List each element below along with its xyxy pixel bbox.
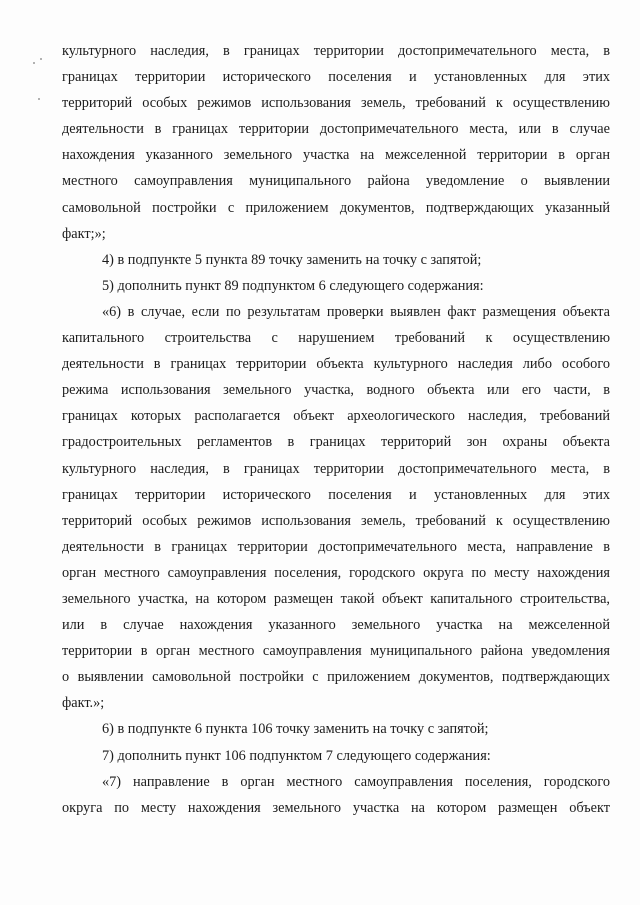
text-line: культурного наследия, в границах территории достопримечательного места, в [62,43,610,59]
text-line: факт.»; [62,695,105,712]
text-line: местного самоуправления муниципального района уведомление о выявлении [62,173,610,190]
text-line: деятельности в границах территории достопримечательного места, или в случае [62,121,610,138]
text-line: режима использования земельного участка, водного объекта или его части, в [62,382,610,399]
text-line: 6) в подпункте 6 пункта 106 точку заменить на точку с запятой; [102,721,489,738]
text-line: орган местного самоуправления поселения, городского округа по месту нахождения [62,564,610,581]
text-line: нахождения указанного земельного участка на межселенной территории в орган [62,147,610,164]
text-line: или в случае нахождения указанного земельного участка на межселенной [62,617,610,634]
text-line: территории в орган местного самоуправления муниципального района уведомления [62,643,610,660]
text-line: границах которых располагается объект археологического наследия, требований [62,408,610,425]
text-line: территорий особых режимов использования земель, требований к осуществлению [62,95,610,112]
scan-speck [38,98,40,100]
text-line: 4) в подпункте 5 пункта 89 точку заменить на точку с запятой; [102,251,482,268]
text-line: 5) дополнить пункт 89 подпунктом 6 следующего содержания: [102,277,484,294]
text-line: «7) направление в орган местного самоуправления поселения, городского [102,773,610,790]
text-line: градостроительных регламентов в границах территорий зон охраны объекта [62,434,610,451]
text-line: факт;»; [62,225,106,242]
text-line: самовольной постройки с приложением документов, подтверждающих указанный [62,199,610,216]
text-line: деятельности в границах территории объекта культурного наследия либо особого [62,356,610,373]
scan-speck [33,62,35,64]
text-line: о выявлении самовольной постройки с приложением документов, подтверждающих [62,669,610,686]
text-line: земельного участка, на котором размещен такой объект капитального строительства, [62,590,610,607]
text-line: деятельности в границах территории достопримечательного места, направление в [62,538,610,555]
text-line: округа по месту нахождения земельного участка на котором размещен объект [62,799,610,816]
text-line: «6) в случае, если по результатам проверки выявлен факт размещения объекта [102,303,610,320]
document-body [62,38,610,821]
text-line: 7) дополнить пункт 106 подпунктом 7 следующего содержания: [102,747,491,764]
text-line: границах территории исторического поселения и установленных для этих [62,486,610,503]
text-line: культурного наследия, в границах территории достопримечательного места, в [62,460,610,477]
text-line: территорий особых режимов использования земель, требований к осуществлению [62,512,610,529]
text-line: капитального строительства с нарушением требований к осуществлению [62,330,610,347]
scan-speck [40,58,42,60]
text-line: границах территории исторического поселения и установленных для этих [62,69,610,86]
